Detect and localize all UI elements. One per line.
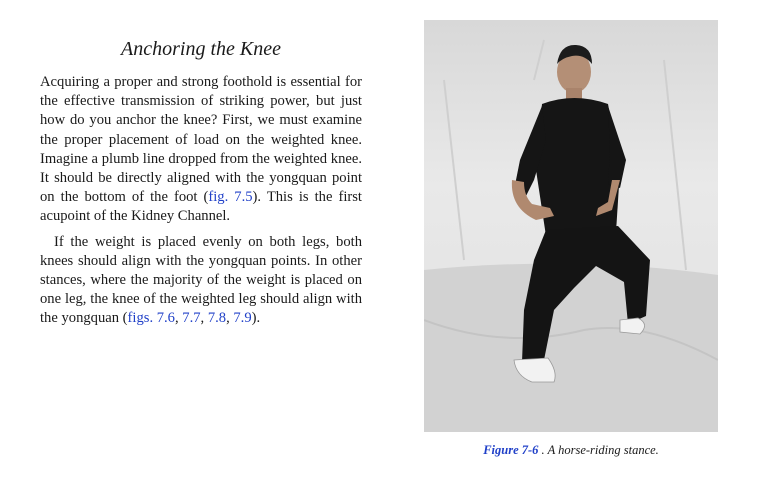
fig-7-7-link[interactable]: 7.7 (182, 310, 201, 327)
paragraph-2 (40, 233, 362, 329)
paragraph-1 (40, 73, 362, 227)
photo-illustration (424, 20, 718, 432)
fig-7-9-link[interactable]: 7.9 (233, 310, 252, 327)
paragraph-2-text-after: ). (251, 310, 261, 327)
figure-caption (424, 443, 718, 458)
fig-7-8-link[interactable]: 7.8 (207, 310, 227, 327)
section-title: Anchoring the Knee (121, 38, 281, 60)
fig-7-6-link[interactable]: figs. 7.6 (127, 310, 175, 327)
link-separator: , (226, 310, 234, 327)
right-shoe (620, 318, 645, 334)
figure-caption-text: . A horse-riding stance. (538, 443, 659, 457)
link-separator: , (174, 310, 183, 327)
horse-stance-photo (424, 20, 718, 432)
paragraph-2-text-before: If the weight is placed evenly on both legs, both knees should align with the yongquan points. In other stances, where the majority of the weight is placed on one leg, the knee of the weighted leg should align with the yongquan ( (40, 233, 362, 327)
fig-7-5-link[interactable]: fig. 7.5 (208, 189, 253, 206)
paragraph-1-text-before: Acquiring a proper and strong foothold is essential for the effective transmission of striking power, but just how do you anchor the knee? First, we must examine the proper placement of load on the weighted knee. Imagine a plumb line dropped from the weighted knee. It should be directly aligned with the yongquan point on the bottom of the foot ( (40, 74, 362, 206)
right-sleeve (608, 106, 626, 188)
figure-label: Figure 7-6 (483, 443, 539, 457)
paragraph-1-text-after: ). This is the first acupoint of the Kidney Channel. (40, 189, 362, 225)
link-separator: , (200, 310, 208, 327)
text-column (40, 38, 362, 329)
